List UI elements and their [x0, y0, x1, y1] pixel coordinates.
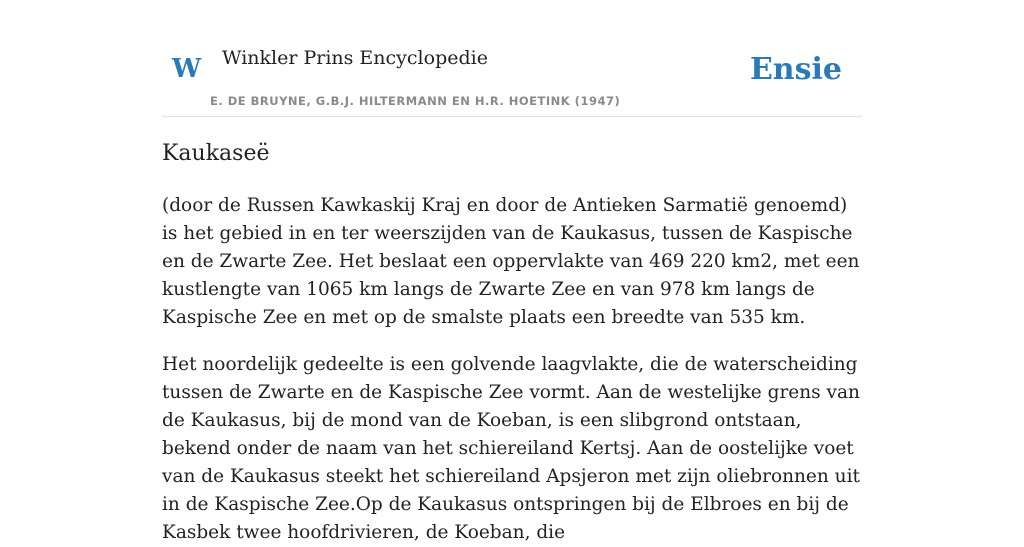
header — [162, 0, 862, 117]
article-title: Kaukaseë — [162, 141, 270, 166]
authors-line: E. DE BRUYNE, G.B.J. HILTERMANN EN H.R. HOETINK (1947) — [210, 94, 621, 108]
ensie-logo[interactable]: Ensie — [749, 52, 842, 87]
wp-logo[interactable]: W — [172, 54, 202, 84]
article-paragraph: (door de Russen Kawkaskij Kraj en door de Antieken Sarmatië genoemd) is het gebied in en ter weerszijden van de Kaukasus, tussen de Kaspische en de Zwarte Zee. Het beslaat een oppervlakte van 469 220 km2, met een kustlengte van 1065 km langs de Zwarte Zee en van 978 km langs de Kaspische Zee en met op de smalste plaats een breedte van 535 km. — [162, 195, 860, 328]
article-paragraph: Het noordelijk gedeelte is een golvende laagvlakte, die de waterscheiding tussen de Zwarte en de Kaspische Zee vormt. Aan de westelijke grens van de Kaukasus, bij de mond van de Koeban, is een slibgrond ontstaan, bekend onder de naam van het schiereiland Kertsj. Aan de oostelijke voet van de Kaukasus steekt het schiereiland Apsjeron met zijn oliebronnen uit in de Kaspische Zee.Op de Kaukasus ontspringen bij de Elbroes en bij de Kasbek twee hoofdrivieren, de Koeban, die — [162, 354, 860, 543]
book-title[interactable]: Winkler Prins Encyclopedie — [222, 47, 488, 69]
article — [162, 138, 862, 547]
